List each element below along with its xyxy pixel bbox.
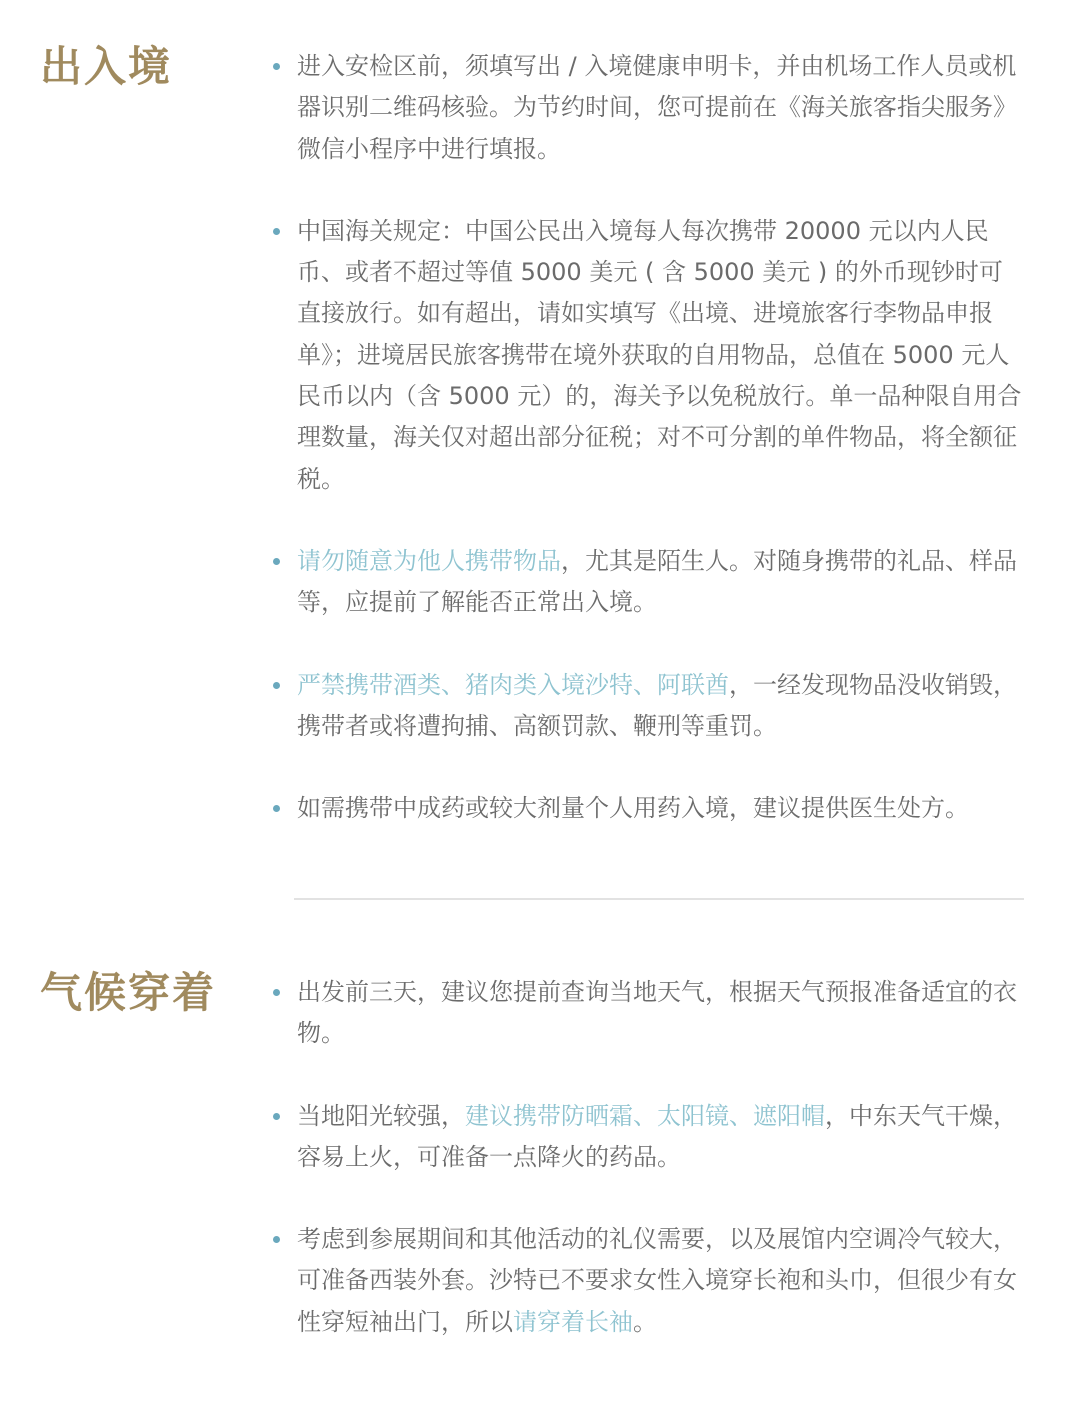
bullet-list: [270, 46, 1024, 829]
item-text: ，尤其是陌生人。对随身携带的礼品、样品等，应提前了解能否正常出入境。: [297, 546, 1017, 617]
item-text: 考虑到参展期间和其他活动的礼仪需要，以及展馆内空调冷气较大，可准备西装外套。沙特已不要求女性入境穿长袍和头巾，但很少有女性穿短袖出门，所以: [297, 1225, 1017, 1336]
list-item: [270, 1096, 1024, 1179]
section-divider: [294, 898, 1024, 900]
bullet-dot-icon: [273, 989, 280, 996]
item-text: 中国海关规定：中国公民出入境每人每次携带 20000 元以内人民币、或者不超过等值 5000 美元 ( 含 5000 美元 ) 的外币现钞时可直接放行。如有超出，请如实填写《出境、进境旅客行李物品申报单》；进境居民旅客携带在境外获取的自用物品，总值在 5000 元人民币以内（含 5000 元）的，海关予以免税放行。单一品种限自用合理数量，海关仅对超出部分征税；对不可分割的单件物品，将全额征税。: [297, 216, 1022, 493]
list-item: [270, 972, 1024, 1055]
item-text: ，一经发现物品没收销毁，携带者或将遭拘捕、高额罚款、鞭刑等重罚。: [297, 670, 1017, 740]
bullet-dot-icon: [273, 63, 280, 70]
list-item: [270, 541, 1024, 624]
item-text: 。: [633, 1307, 657, 1336]
bullet-dot-icon: [273, 1113, 280, 1120]
list-item: [270, 665, 1024, 748]
bullet-dot-icon: [273, 228, 280, 235]
bullet-list: [270, 972, 1024, 1343]
list-item: [270, 211, 1024, 500]
section-title: 气候穿着: [40, 968, 217, 1017]
highlighted-text: 建议携带防晒霜、太阳镜、遮阳帽: [465, 1101, 825, 1130]
bullet-dot-icon: [273, 558, 280, 565]
list-item: [270, 46, 1024, 170]
section-title: 出入境: [40, 42, 173, 91]
list-item: [270, 1219, 1024, 1343]
item-text: ，中东天气干燥，容易上火，可准备一点降火的药品。: [297, 1101, 1017, 1171]
item-text: 出发前三天，建议您提前查询当地天气，根据天气预报准备适宜的衣物。: [297, 978, 1017, 1048]
highlighted-text: 请勿随意为他人携带物品: [297, 546, 561, 575]
list-item: [270, 788, 1024, 829]
bullet-dot-icon: [273, 682, 280, 689]
bullet-dot-icon: [273, 805, 280, 812]
item-text: 当地阳光较强，: [297, 1101, 465, 1130]
bullet-dot-icon: [273, 1236, 280, 1243]
item-text: 进入安检区前，须填写出 / 入境健康申明卡，并由机场工作人员或机器识别二维码核验。为节约时间，您可提前在《海关旅客指尖服务》微信小程序中进行填报。: [297, 52, 1017, 163]
highlighted-text: 严禁携带酒类、猪肉类入境沙特、阿联酋: [297, 670, 729, 699]
item-text: 如需携带中成药或较大剂量个人用药入境，建议提供医生处方。: [297, 794, 969, 823]
highlighted-text: 请穿着长袖: [513, 1307, 633, 1336]
